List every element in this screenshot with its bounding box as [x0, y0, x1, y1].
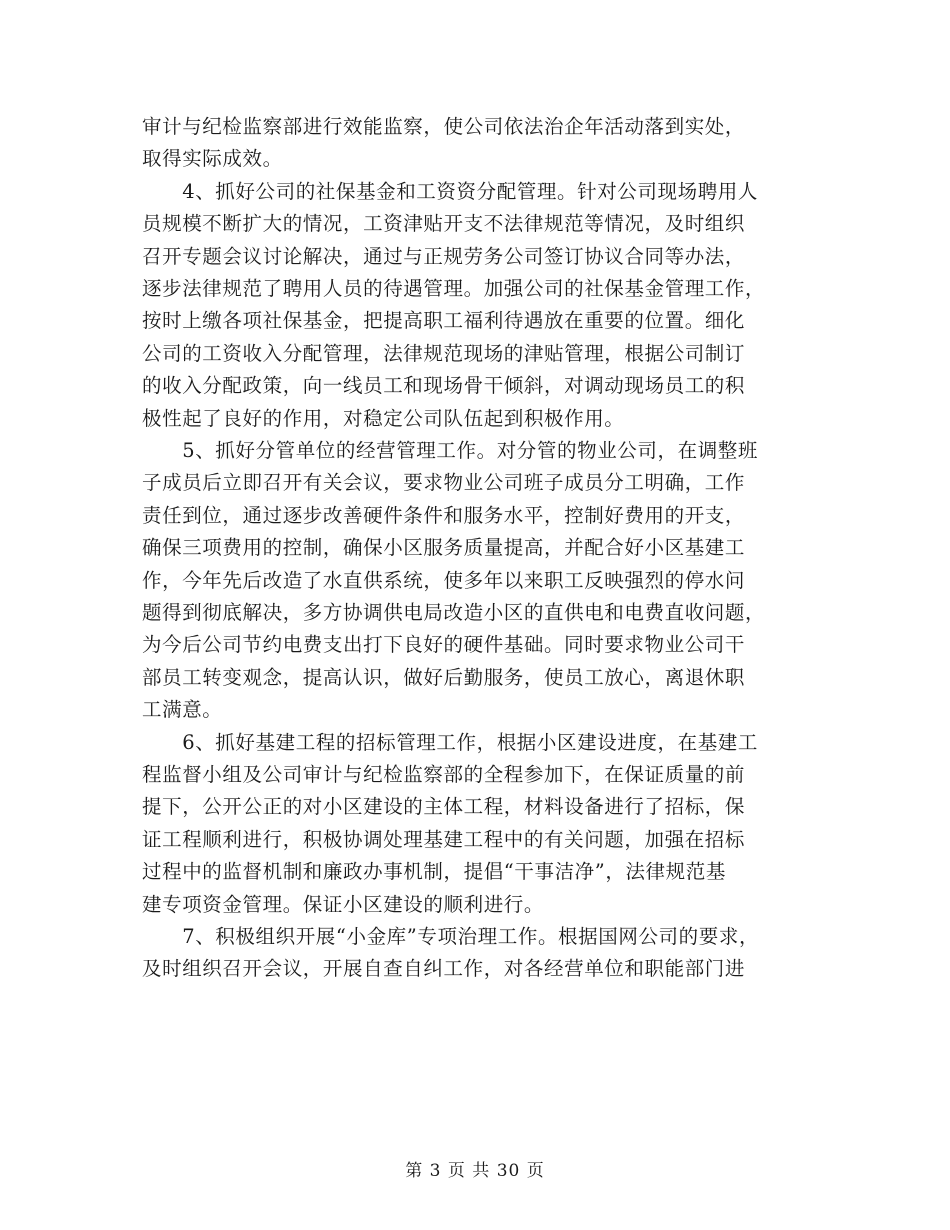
text-line: 作，今年先后改造了水直供系统，使多年以来职工反映强烈的停水问	[142, 568, 746, 592]
text-line: 程监督小组及公司审计与纪检监察部的全程参加下，在保证质量的前	[142, 763, 746, 786]
text-line: 确保三项费用的控制，确保小区服务质量提高，并配合好小区基建工	[142, 536, 746, 560]
text-line: 为今后公司节约电费支出打下良好的硬件基础。同时要求物业公司干	[142, 633, 746, 657]
text-line: 工满意。	[142, 698, 223, 722]
text-line: 7、积极组织开展“小金库”专项治理工作。根据国网公司的要求，	[142, 925, 760, 948]
text-line: 部员工转变观念，提高认识，做好后勤服务，使员工放心，离退休职	[142, 665, 746, 689]
text-line: 题得到彻底解决，多方协调供电局改造小区的直供电和电费直收问题，	[142, 601, 766, 624]
text-line: 过程中的监督机制和廉政办事机制，提倡“干事洁净”，法律规范基	[142, 860, 726, 884]
text-line: 提下，公开公正的对小区建设的主体工程，材料设备进行了招标，保	[142, 795, 746, 819]
text-line: 极性起了良好的作用，对稳定公司队伍起到积极作用。	[142, 406, 625, 430]
text-line: 建专项资金管理。保证小区建设的顺利进行。	[142, 892, 545, 916]
text-line: 员规模不断扩大的情况，工资津贴开支不法律规范等情况，及时组织	[142, 212, 746, 236]
text-line: 证工程顺利进行，积极协调处理基建工程中的有关问题，加强在招标	[142, 827, 746, 851]
text-line: 及时组织召开会议，开展自查自纠工作，对各经营单位和职能部门进	[142, 957, 746, 981]
text-line: 4、抓好公司的社保基金和工资资分配管理。针对公司现场聘用人	[142, 179, 759, 203]
text-line: 6、抓好基建工程的招标管理工作，根据小区建设进度，在基建工	[142, 730, 759, 754]
text-line: 5、抓好分管单位的经营管理工作。对分管的物业公司，在调整班	[142, 439, 759, 462]
text-line: 公司的工资收入分配管理，法律规范现场的津贴管理，根据公司制订	[142, 341, 746, 365]
text-line: 审计与纪检监察部进行效能监察，使公司依法治企年活动落到实处，	[142, 115, 746, 138]
text-line: 取得实际成效。	[142, 147, 283, 171]
text-line: 按时上缴各项社保基金，把提高职工福利待遇放在重要的位置。细化	[142, 309, 746, 333]
text-line: 的收入分配政策，向一线员工和现场骨干倾斜，对调动现场员工的积	[142, 374, 746, 398]
text-line: 子成员后立即召开有关会议，要求物业公司班子成员分工明确，工作	[142, 471, 746, 495]
text-line: 逐步法律规范了聘用人员的待遇管理。加强公司的社保基金管理工作，	[142, 277, 766, 300]
page-footer: 第 3 页 共 30 页	[405, 1161, 545, 1181]
text-line: 召开专题会议讨论解决，通过与正规劳务公司签订协议合同等办法，	[142, 244, 746, 268]
text-line: 责任到位，通过逐步改善硬件条件和服务水平，控制好费用的开支，	[142, 503, 746, 527]
